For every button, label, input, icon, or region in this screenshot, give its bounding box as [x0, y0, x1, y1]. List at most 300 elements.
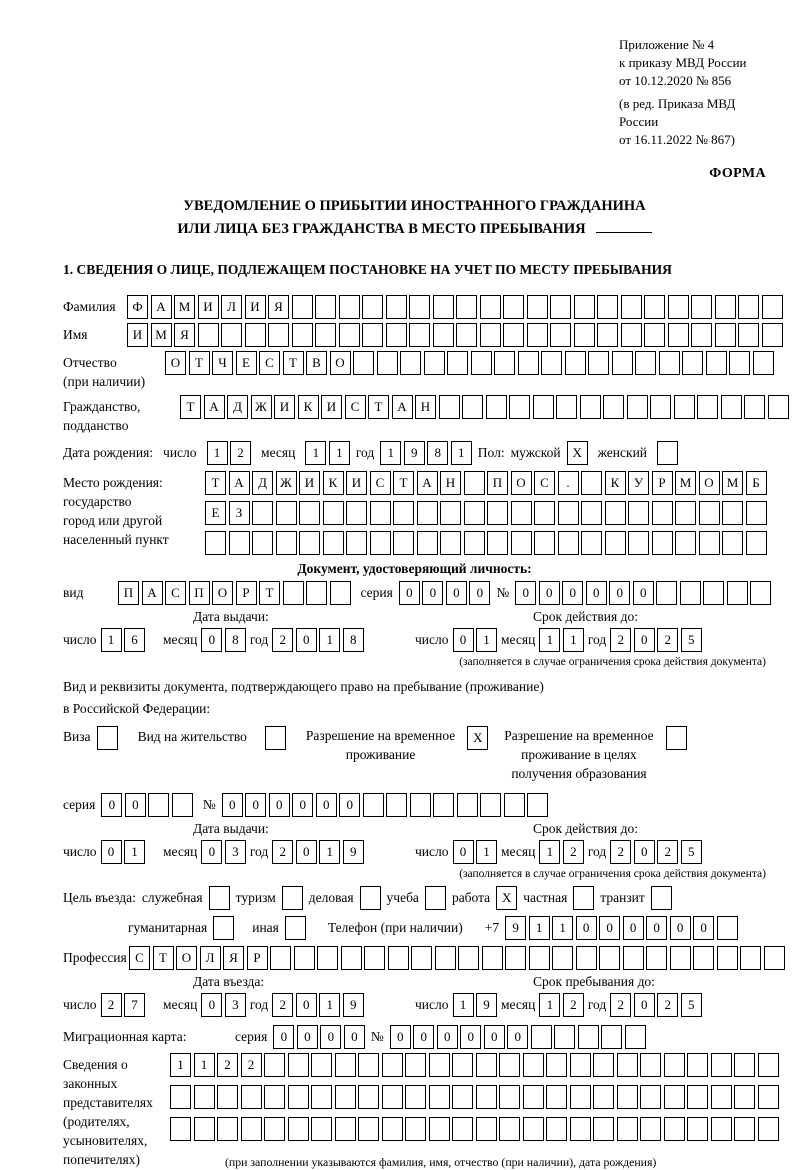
form-cell[interactable]: О	[212, 581, 233, 605]
sex-male-checkbox[interactable]: X	[567, 441, 588, 465]
form-cell[interactable]: 1	[319, 993, 340, 1017]
form-cell[interactable]	[417, 531, 438, 555]
form-cell[interactable]	[194, 1085, 215, 1109]
form-cell[interactable]	[546, 1117, 567, 1141]
form-cell[interactable]	[268, 323, 289, 347]
form-cell[interactable]: 0	[273, 1025, 294, 1049]
form-cell[interactable]	[411, 946, 432, 970]
form-cell[interactable]: 0	[646, 916, 667, 940]
form-cell[interactable]	[270, 946, 291, 970]
form-cell[interactable]: 2	[217, 1053, 238, 1077]
form-cell[interactable]	[476, 1117, 497, 1141]
form-cell[interactable]	[482, 946, 503, 970]
form-cell[interactable]: Т	[368, 395, 389, 419]
form-cell[interactable]	[382, 1053, 403, 1077]
form-cell[interactable]	[198, 323, 219, 347]
form-cell[interactable]	[494, 351, 515, 375]
form-cell[interactable]: О	[699, 471, 720, 495]
form-cell[interactable]: Д	[252, 471, 273, 495]
form-cell[interactable]: Р	[236, 581, 257, 605]
form-cell[interactable]	[533, 395, 554, 419]
form-cell[interactable]	[464, 531, 485, 555]
form-cell[interactable]	[370, 501, 391, 525]
form-cell[interactable]: 0	[515, 581, 536, 605]
form-cell[interactable]: А	[229, 471, 250, 495]
form-cell[interactable]: 1	[552, 916, 573, 940]
form-cell[interactable]: 0	[460, 1025, 481, 1049]
form-cell[interactable]	[346, 501, 367, 525]
form-cell[interactable]	[699, 501, 720, 525]
form-cell[interactable]	[429, 1085, 450, 1109]
form-cell[interactable]	[580, 395, 601, 419]
form-cell[interactable]: О	[176, 946, 197, 970]
form-cell[interactable]	[541, 351, 562, 375]
form-cell[interactable]	[758, 1053, 779, 1077]
form-cell[interactable]	[750, 581, 771, 605]
form-cell[interactable]	[386, 793, 407, 817]
form-cell[interactable]	[664, 1053, 685, 1077]
form-cell[interactable]	[362, 295, 383, 319]
form-cell[interactable]	[252, 501, 273, 525]
form-cell[interactable]: 5	[681, 840, 702, 864]
form-cell[interactable]	[311, 1117, 332, 1141]
form-cell[interactable]: Р	[652, 471, 673, 495]
form-cell[interactable]	[621, 295, 642, 319]
form-cell[interactable]: 2	[272, 840, 293, 864]
form-cell[interactable]	[546, 1085, 567, 1109]
form-cell[interactable]	[170, 1117, 191, 1141]
form-cell[interactable]	[405, 1117, 426, 1141]
form-cell[interactable]: Я	[268, 295, 289, 319]
form-cell[interactable]	[464, 501, 485, 525]
form-cell[interactable]	[644, 323, 665, 347]
form-cell[interactable]: 8	[427, 441, 448, 465]
form-cell[interactable]: 1	[539, 628, 560, 652]
form-cell[interactable]: 0	[670, 916, 691, 940]
form-cell[interactable]: П	[487, 471, 508, 495]
form-cell[interactable]	[652, 531, 673, 555]
form-cell[interactable]	[691, 323, 712, 347]
form-cell[interactable]	[674, 395, 695, 419]
form-cell[interactable]	[597, 295, 618, 319]
form-cell[interactable]	[283, 581, 304, 605]
form-cell[interactable]	[393, 531, 414, 555]
form-cell[interactable]: .	[558, 471, 579, 495]
form-cell[interactable]	[410, 793, 431, 817]
form-cell[interactable]	[405, 1053, 426, 1077]
form-cell[interactable]	[424, 351, 445, 375]
form-cell[interactable]	[471, 351, 492, 375]
form-cell[interactable]	[556, 395, 577, 419]
form-cell[interactable]	[294, 946, 315, 970]
form-cell[interactable]	[462, 395, 483, 419]
form-cell[interactable]	[744, 395, 765, 419]
form-cell[interactable]: 5	[681, 993, 702, 1017]
form-cell[interactable]: Л	[221, 295, 242, 319]
form-cell[interactable]	[405, 1085, 426, 1109]
form-cell[interactable]	[531, 1025, 552, 1049]
form-cell[interactable]	[363, 793, 384, 817]
form-cell[interactable]	[628, 501, 649, 525]
form-cell[interactable]: 5	[681, 628, 702, 652]
form-cell[interactable]	[717, 946, 738, 970]
form-cell[interactable]	[529, 946, 550, 970]
form-cell[interactable]: 0	[586, 581, 607, 605]
form-cell[interactable]: И	[321, 395, 342, 419]
form-cell[interactable]	[400, 351, 421, 375]
form-cell[interactable]: Т	[189, 351, 210, 375]
form-cell[interactable]	[644, 295, 665, 319]
form-cell[interactable]	[699, 531, 720, 555]
form-cell[interactable]: Л	[200, 946, 221, 970]
form-cell[interactable]: М	[722, 471, 743, 495]
form-cell[interactable]	[599, 946, 620, 970]
form-cell[interactable]: 2	[610, 628, 631, 652]
form-cell[interactable]	[264, 1117, 285, 1141]
form-cell[interactable]	[353, 351, 374, 375]
form-cell[interactable]: 0	[484, 1025, 505, 1049]
form-cell[interactable]: 0	[634, 840, 655, 864]
form-cell[interactable]	[738, 323, 759, 347]
form-cell[interactable]	[635, 351, 656, 375]
form-cell[interactable]	[527, 323, 548, 347]
form-cell[interactable]	[668, 323, 689, 347]
form-cell[interactable]	[306, 581, 327, 605]
form-cell[interactable]: П	[189, 581, 210, 605]
form-cell[interactable]: 7	[124, 993, 145, 1017]
form-cell[interactable]	[409, 295, 430, 319]
form-cell[interactable]: Т	[205, 471, 226, 495]
form-cell[interactable]	[276, 531, 297, 555]
form-cell[interactable]: 9	[476, 993, 497, 1017]
sex-female-checkbox[interactable]	[657, 441, 678, 465]
form-cell[interactable]	[675, 501, 696, 525]
form-cell[interactable]	[570, 1085, 591, 1109]
purpose-private-checkbox[interactable]	[573, 886, 594, 910]
form-cell[interactable]	[288, 1117, 309, 1141]
form-cell[interactable]: 2	[241, 1053, 262, 1077]
form-cell[interactable]	[640, 1117, 661, 1141]
form-cell[interactable]	[721, 395, 742, 419]
form-cell[interactable]: И	[274, 395, 295, 419]
form-cell[interactable]: А	[392, 395, 413, 419]
form-cell[interactable]: 2	[610, 840, 631, 864]
form-cell[interactable]	[433, 323, 454, 347]
form-cell[interactable]: М	[675, 471, 696, 495]
form-cell[interactable]	[311, 1053, 332, 1077]
form-cell[interactable]	[617, 1085, 638, 1109]
form-cell[interactable]: 0	[446, 581, 467, 605]
form-cell[interactable]: 0	[245, 793, 266, 817]
form-cell[interactable]	[417, 501, 438, 525]
form-cell[interactable]	[715, 323, 736, 347]
form-cell[interactable]: 0	[693, 916, 714, 940]
form-cell[interactable]	[601, 1025, 622, 1049]
form-cell[interactable]	[311, 1085, 332, 1109]
form-cell[interactable]	[552, 946, 573, 970]
purpose-business-checkbox[interactable]	[360, 886, 381, 910]
form-cell[interactable]	[362, 323, 383, 347]
form-cell[interactable]: 2	[610, 993, 631, 1017]
form-cell[interactable]	[170, 1085, 191, 1109]
form-cell[interactable]	[687, 1053, 708, 1077]
form-cell[interactable]	[452, 1053, 473, 1077]
form-cell[interactable]: 0	[413, 1025, 434, 1049]
form-cell[interactable]: 0	[296, 840, 317, 864]
form-cell[interactable]: 2	[657, 628, 678, 652]
form-cell[interactable]	[546, 1053, 567, 1077]
form-cell[interactable]: 0	[201, 993, 222, 1017]
form-cell[interactable]	[588, 351, 609, 375]
form-cell[interactable]: 9	[505, 916, 526, 940]
form-cell[interactable]	[682, 351, 703, 375]
form-cell[interactable]	[605, 501, 626, 525]
form-cell[interactable]: П	[118, 581, 139, 605]
form-cell[interactable]	[758, 1117, 779, 1141]
form-cell[interactable]	[703, 581, 724, 605]
form-cell[interactable]: 9	[343, 840, 364, 864]
form-cell[interactable]	[670, 946, 691, 970]
form-cell[interactable]	[386, 323, 407, 347]
form-cell[interactable]	[476, 1053, 497, 1077]
form-cell[interactable]	[456, 295, 477, 319]
form-cell[interactable]	[518, 351, 539, 375]
form-cell[interactable]: 0	[269, 793, 290, 817]
form-cell[interactable]	[717, 916, 738, 940]
form-cell[interactable]	[740, 946, 761, 970]
form-cell[interactable]	[550, 295, 571, 319]
form-cell[interactable]	[440, 501, 461, 525]
residence-permit-checkbox[interactable]	[265, 726, 286, 750]
form-cell[interactable]	[764, 946, 785, 970]
form-cell[interactable]: 1	[170, 1053, 191, 1077]
form-cell[interactable]: Т	[259, 581, 280, 605]
form-cell[interactable]: 0	[469, 581, 490, 605]
form-cell[interactable]: 0	[316, 793, 337, 817]
form-cell[interactable]	[627, 395, 648, 419]
form-cell[interactable]: 0	[422, 581, 443, 605]
form-cell[interactable]: 8	[225, 628, 246, 652]
form-cell[interactable]	[558, 531, 579, 555]
form-cell[interactable]	[711, 1053, 732, 1077]
form-cell[interactable]	[299, 501, 320, 525]
form-cell[interactable]: 2	[230, 441, 251, 465]
form-cell[interactable]: М	[174, 295, 195, 319]
form-cell[interactable]	[330, 581, 351, 605]
form-cell[interactable]	[499, 1053, 520, 1077]
form-cell[interactable]	[623, 946, 644, 970]
form-cell[interactable]	[722, 501, 743, 525]
form-cell[interactable]	[480, 323, 501, 347]
purpose-official-checkbox[interactable]	[209, 886, 230, 910]
form-cell[interactable]: Ч	[212, 351, 233, 375]
form-cell[interactable]	[565, 351, 586, 375]
form-cell[interactable]: 0	[609, 581, 630, 605]
form-cell[interactable]	[217, 1085, 238, 1109]
form-cell[interactable]: С	[259, 351, 280, 375]
form-cell[interactable]: 0	[201, 628, 222, 652]
form-cell[interactable]	[527, 793, 548, 817]
form-cell[interactable]: Т	[180, 395, 201, 419]
form-cell[interactable]: Ж	[251, 395, 272, 419]
form-cell[interactable]	[386, 295, 407, 319]
form-cell[interactable]	[388, 946, 409, 970]
form-cell[interactable]: 3	[225, 993, 246, 1017]
temp-permit-checkbox[interactable]: X	[467, 726, 488, 750]
form-cell[interactable]	[574, 295, 595, 319]
form-cell[interactable]: 0	[101, 793, 122, 817]
form-cell[interactable]	[734, 1085, 755, 1109]
form-cell[interactable]	[554, 1025, 575, 1049]
form-cell[interactable]	[746, 531, 767, 555]
form-cell[interactable]: 0	[101, 840, 122, 864]
form-cell[interactable]	[581, 471, 602, 495]
form-cell[interactable]	[727, 581, 748, 605]
form-cell[interactable]	[299, 531, 320, 555]
form-cell[interactable]	[409, 323, 430, 347]
form-cell[interactable]: 0	[576, 916, 597, 940]
form-cell[interactable]: К	[298, 395, 319, 419]
form-cell[interactable]: 0	[562, 581, 583, 605]
form-cell[interactable]: И	[127, 323, 148, 347]
form-cell[interactable]	[429, 1053, 450, 1077]
form-cell[interactable]	[487, 531, 508, 555]
form-cell[interactable]	[758, 1085, 779, 1109]
form-cell[interactable]	[753, 351, 774, 375]
form-cell[interactable]	[382, 1085, 403, 1109]
form-cell[interactable]: 2	[272, 993, 293, 1017]
form-cell[interactable]: Ж	[276, 471, 297, 495]
form-cell[interactable]: 8	[343, 628, 364, 652]
form-cell[interactable]	[503, 295, 524, 319]
form-cell[interactable]: 0	[222, 793, 243, 817]
form-cell[interactable]	[288, 1053, 309, 1077]
form-cell[interactable]	[617, 1117, 638, 1141]
form-cell[interactable]: 1	[563, 628, 584, 652]
form-cell[interactable]: 0	[339, 793, 360, 817]
form-cell[interactable]: 0	[634, 993, 655, 1017]
form-cell[interactable]	[452, 1085, 473, 1109]
form-cell[interactable]	[511, 531, 532, 555]
form-cell[interactable]	[447, 351, 468, 375]
form-cell[interactable]	[315, 323, 336, 347]
form-cell[interactable]	[505, 946, 526, 970]
form-cell[interactable]	[509, 395, 530, 419]
form-cell[interactable]	[288, 1085, 309, 1109]
form-cell[interactable]	[480, 295, 501, 319]
form-cell[interactable]: 2	[657, 840, 678, 864]
form-cell[interactable]	[558, 501, 579, 525]
form-cell[interactable]	[734, 1053, 755, 1077]
form-cell[interactable]: 0	[633, 581, 654, 605]
form-cell[interactable]	[205, 531, 226, 555]
form-cell[interactable]: З	[229, 501, 250, 525]
form-cell[interactable]	[358, 1117, 379, 1141]
form-cell[interactable]: 3	[225, 840, 246, 864]
form-cell[interactable]: 1	[194, 1053, 215, 1077]
form-cell[interactable]	[358, 1053, 379, 1077]
form-cell[interactable]: Н	[415, 395, 436, 419]
form-cell[interactable]	[550, 323, 571, 347]
form-cell[interactable]: 0	[437, 1025, 458, 1049]
form-cell[interactable]: И	[299, 471, 320, 495]
form-cell[interactable]	[738, 295, 759, 319]
form-cell[interactable]: 2	[563, 993, 584, 1017]
form-cell[interactable]	[317, 946, 338, 970]
form-cell[interactable]	[245, 323, 266, 347]
form-cell[interactable]	[687, 1085, 708, 1109]
form-cell[interactable]	[393, 501, 414, 525]
form-cell[interactable]: 9	[404, 441, 425, 465]
form-cell[interactable]: 0	[125, 793, 146, 817]
form-cell[interactable]	[480, 793, 501, 817]
form-cell[interactable]: 1	[529, 916, 550, 940]
form-cell[interactable]	[341, 946, 362, 970]
form-cell[interactable]: А	[142, 581, 163, 605]
form-cell[interactable]	[523, 1053, 544, 1077]
form-cell[interactable]	[382, 1117, 403, 1141]
form-cell[interactable]	[511, 501, 532, 525]
form-cell[interactable]	[640, 1053, 661, 1077]
form-cell[interactable]: А	[204, 395, 225, 419]
form-cell[interactable]: Т	[393, 471, 414, 495]
form-cell[interactable]	[628, 531, 649, 555]
form-cell[interactable]: Я	[223, 946, 244, 970]
form-cell[interactable]: К	[605, 471, 626, 495]
form-cell[interactable]: Н	[440, 471, 461, 495]
form-cell[interactable]: Р	[247, 946, 268, 970]
form-cell[interactable]	[762, 323, 783, 347]
form-cell[interactable]: С	[534, 471, 555, 495]
form-cell[interactable]: К	[323, 471, 344, 495]
form-cell[interactable]	[729, 351, 750, 375]
form-cell[interactable]	[217, 1117, 238, 1141]
form-cell[interactable]	[358, 1085, 379, 1109]
form-cell[interactable]	[339, 323, 360, 347]
form-cell[interactable]	[264, 1085, 285, 1109]
form-cell[interactable]: Т	[283, 351, 304, 375]
form-cell[interactable]: 0	[297, 1025, 318, 1049]
form-cell[interactable]	[734, 1117, 755, 1141]
form-cell[interactable]	[706, 351, 727, 375]
form-cell[interactable]: 1	[539, 840, 560, 864]
form-cell[interactable]	[597, 323, 618, 347]
form-cell[interactable]: 0	[539, 581, 560, 605]
form-cell[interactable]	[194, 1117, 215, 1141]
form-cell[interactable]	[456, 323, 477, 347]
form-cell[interactable]	[652, 501, 673, 525]
form-cell[interactable]: М	[151, 323, 172, 347]
form-cell[interactable]	[364, 946, 385, 970]
form-cell[interactable]: 1	[451, 441, 472, 465]
form-cell[interactable]	[664, 1085, 685, 1109]
form-cell[interactable]	[148, 793, 169, 817]
form-cell[interactable]	[292, 323, 313, 347]
form-cell[interactable]: 2	[563, 840, 584, 864]
form-cell[interactable]	[693, 946, 714, 970]
form-cell[interactable]	[668, 295, 689, 319]
purpose-other-checkbox[interactable]	[285, 916, 306, 940]
form-cell[interactable]	[711, 1117, 732, 1141]
form-cell[interactable]: 1	[539, 993, 560, 1017]
form-cell[interactable]: А	[417, 471, 438, 495]
form-cell[interactable]: 0	[453, 840, 474, 864]
form-cell[interactable]: У	[628, 471, 649, 495]
form-cell[interactable]: 1	[305, 441, 326, 465]
form-cell[interactable]	[612, 351, 633, 375]
form-cell[interactable]	[659, 351, 680, 375]
form-cell[interactable]: 0	[599, 916, 620, 940]
